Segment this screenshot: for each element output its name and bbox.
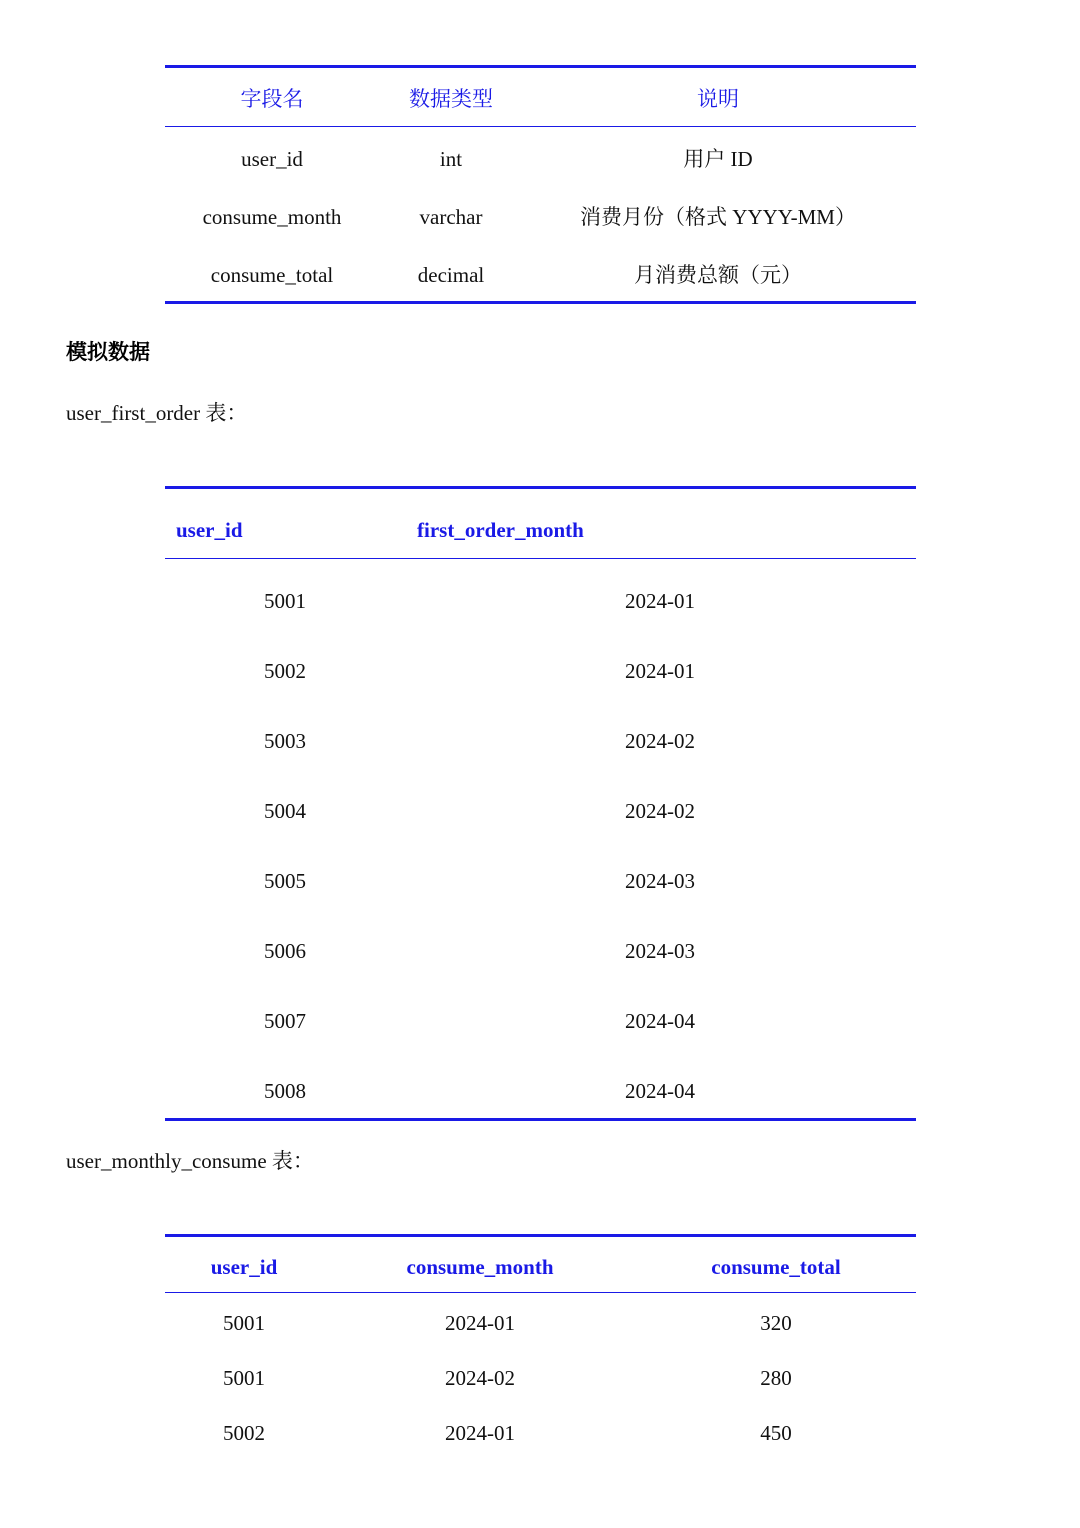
header-user-id: user_id bbox=[210, 1255, 278, 1279]
table-cell: 2024-01 bbox=[445, 1311, 515, 1335]
first-order-table bbox=[165, 486, 916, 1126]
header-user-id: user_id bbox=[176, 518, 243, 542]
section-title: 模拟数据 bbox=[66, 340, 150, 364]
header-consume-total: consume_total bbox=[711, 1255, 841, 1279]
table-label: user_monthly_consume 表： bbox=[66, 1149, 314, 1173]
table-cell: consume_total bbox=[210, 263, 334, 287]
table-cell: varchar bbox=[419, 205, 483, 229]
table-header-rule bbox=[165, 1292, 916, 1293]
table-cell: 用户 ID bbox=[683, 147, 753, 171]
table-cell: 2024-03 bbox=[625, 869, 695, 893]
table-cell: 2024-02 bbox=[625, 729, 695, 753]
table-cell: user_id bbox=[241, 147, 303, 171]
monthly-consume-table bbox=[165, 1234, 916, 1474]
table-cell: 320 bbox=[760, 1311, 792, 1335]
table-cell: 月消费总额（元） bbox=[634, 263, 802, 287]
table-cell: int bbox=[439, 147, 463, 171]
table-cell: decimal bbox=[417, 263, 485, 287]
table-bottom-rule bbox=[165, 1118, 916, 1121]
schema-table bbox=[165, 65, 916, 305]
table-label: user_first_order 表： bbox=[66, 401, 248, 425]
table-top-rule bbox=[165, 1234, 916, 1237]
table-bottom-rule bbox=[165, 301, 916, 304]
table-cell: 5001 bbox=[223, 1311, 265, 1335]
table-cell: 5002 bbox=[264, 659, 306, 683]
table-cell: 450 bbox=[760, 1421, 792, 1445]
table-cell: 5001 bbox=[264, 589, 306, 613]
table-header-rule bbox=[165, 126, 916, 127]
table-cell: 2024-01 bbox=[625, 659, 695, 683]
table-cell: 2024-04 bbox=[625, 1009, 695, 1033]
table-cell: 5006 bbox=[264, 939, 306, 963]
table-top-rule bbox=[165, 65, 916, 68]
table-cell: 2024-02 bbox=[625, 799, 695, 823]
table-cell: 2024-03 bbox=[625, 939, 695, 963]
table-cell: 2024-01 bbox=[445, 1421, 515, 1445]
table-cell: 5002 bbox=[223, 1421, 265, 1445]
header-first-order-month: first_order_month bbox=[417, 518, 584, 542]
table-cell: consume_month bbox=[202, 205, 342, 229]
table-cell: 5008 bbox=[264, 1079, 306, 1103]
header-consume-month: consume_month bbox=[406, 1255, 554, 1279]
table-cell: 2024-01 bbox=[625, 589, 695, 613]
table-cell: 280 bbox=[760, 1366, 792, 1390]
table-cell: 5005 bbox=[264, 869, 306, 893]
table-cell: 5001 bbox=[223, 1366, 265, 1390]
table-cell: 2024-04 bbox=[625, 1079, 695, 1103]
table-cell: 5003 bbox=[264, 729, 306, 753]
table-cell: 5007 bbox=[264, 1009, 306, 1033]
header-description: 说明 bbox=[697, 87, 739, 111]
table-header-rule bbox=[165, 558, 916, 559]
header-data-type: 数据类型 bbox=[409, 87, 493, 111]
table-cell: 2024-02 bbox=[445, 1366, 515, 1390]
table-cell: 5004 bbox=[264, 799, 306, 823]
table-top-rule bbox=[165, 486, 916, 489]
header-field-name: 字段名 bbox=[240, 87, 304, 111]
table-cell: 消费月份（格式 YYYY-MM） bbox=[580, 205, 856, 229]
